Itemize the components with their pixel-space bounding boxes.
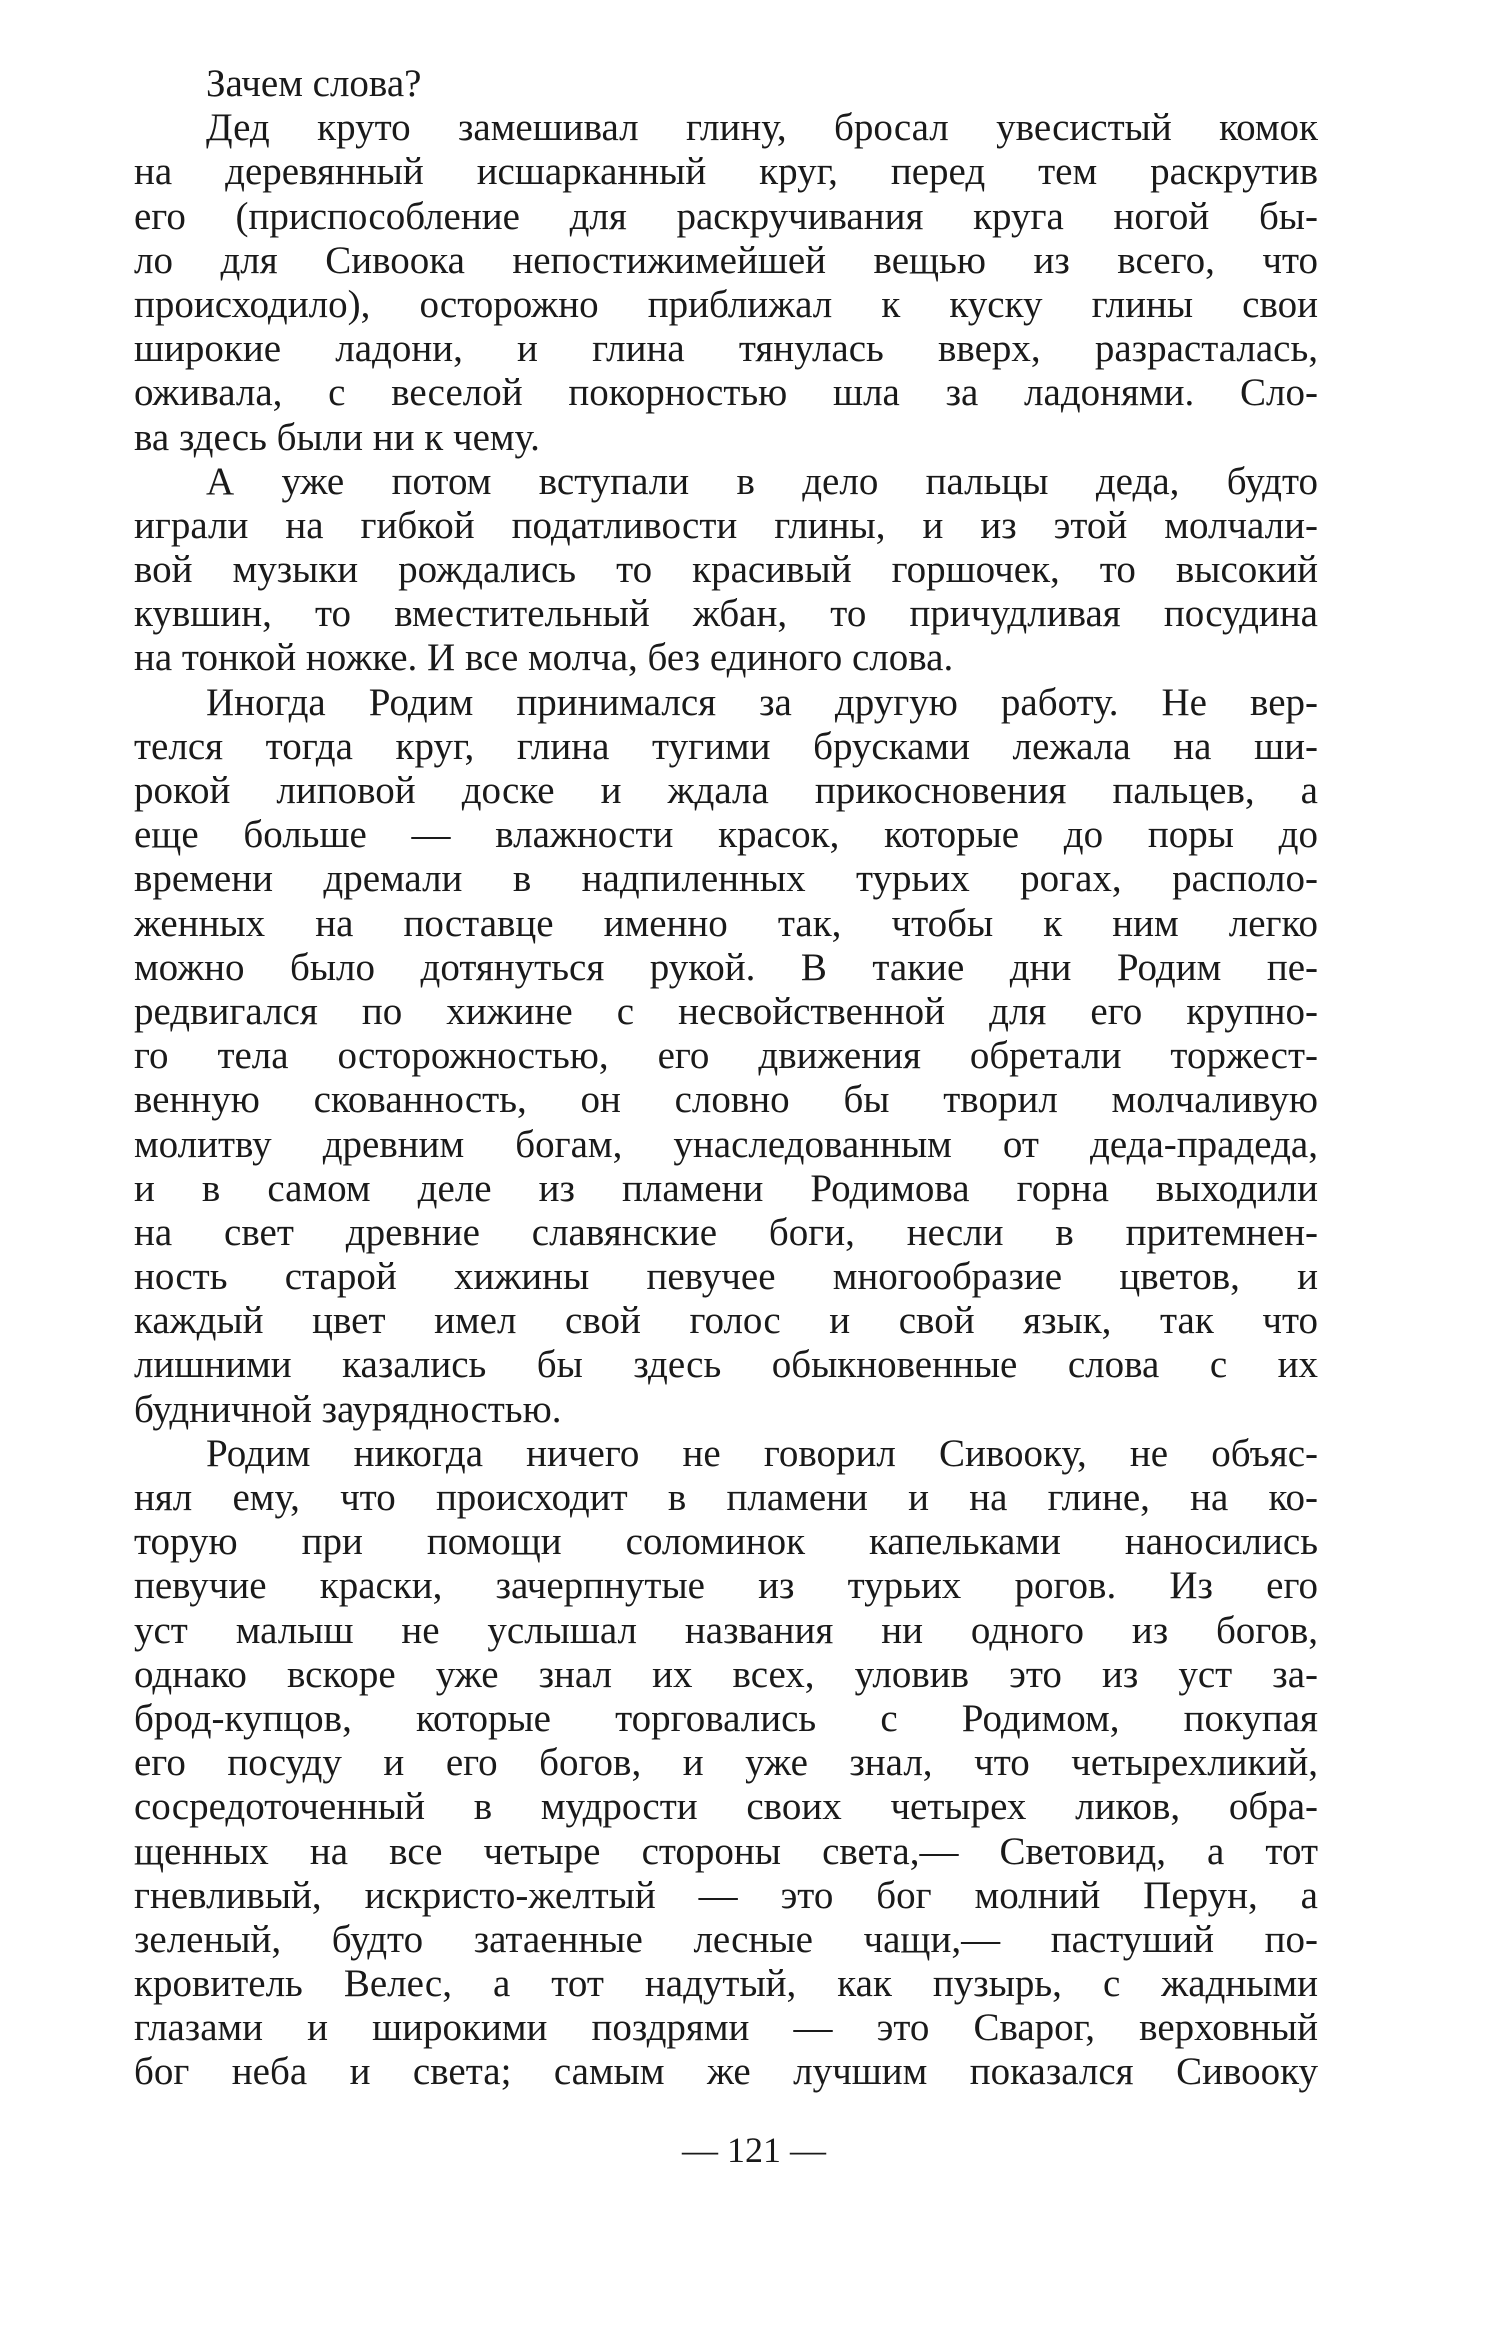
text-line: щенных на все четыре стороны света,— Световид, а тот bbox=[134, 1829, 1318, 1873]
text-line: Родим никогда ничего не говорил Сивооку, не объяс- bbox=[206, 1431, 1318, 1475]
text-line: кувшин, то вместительный жбан, то причудливая посудина bbox=[134, 592, 1318, 636]
text-line: ва здесь были ни к чему. bbox=[134, 415, 540, 459]
text-line: ность старой хижины певучее многообразие цветов, и bbox=[134, 1255, 1318, 1299]
text-line: А уже потом вступали в дело пальцы деда, будто bbox=[206, 459, 1318, 503]
text-line: го тела осторожностью, его движения обретали торжест- bbox=[134, 1034, 1318, 1078]
text-line: глазами и широкими поздрями — это Сварог, верховный bbox=[134, 2006, 1318, 2050]
text-line: Зачем слова? bbox=[206, 62, 422, 105]
text-line: молитву древним богам, унаследованным от деда-прадеда, bbox=[134, 1122, 1318, 1166]
text-line: венную скованность, он словно бы творил молчаливую bbox=[134, 1078, 1318, 1122]
text-line: и в самом деле из пламени Родимова горна выходили bbox=[134, 1166, 1318, 1210]
text-line: сосредоточенный в мудрости своих четырех ликов, обра- bbox=[134, 1785, 1318, 1829]
text-line: кровитель Велес, а тот надутый, как пузырь, с жадными bbox=[134, 1962, 1318, 2006]
text-line: на свет древние славянские боги, несли в притемнен- bbox=[134, 1210, 1318, 1254]
text-line: на тонкой ножке. И все молча, без единого слова. bbox=[134, 636, 954, 680]
text-line: уст малыш не услышал названия ни одного из богов, bbox=[134, 1608, 1318, 1652]
text-line: ло для Сивоока непостижимейшей вещью из всего, что bbox=[134, 238, 1318, 282]
text-line: его посуду и его богов, и уже знал, что четырехликий, bbox=[134, 1741, 1318, 1785]
text-line: женных на поставце именно так, чтобы к ним легко bbox=[134, 901, 1318, 945]
text-line: Иногда Родим принимался за другую работу. Не вер- bbox=[206, 680, 1318, 724]
text-line: его (приспособление для раскручивания круга ногой бы- bbox=[134, 194, 1318, 238]
text-line: нял ему, что происходит в пламени и на глине, на ко- bbox=[134, 1476, 1318, 1519]
text-line: происходило), осторожно приближал к куску глины свои bbox=[134, 282, 1318, 326]
text-line: редвигался по хижине с несвойственной для его крупно- bbox=[134, 989, 1318, 1033]
text-line: времени дремали в надпиленных турьих рогах, располо- bbox=[134, 857, 1318, 901]
text-line: можно было дотянуться рукой. В такие дни Родим пе- bbox=[134, 945, 1318, 989]
text-line: широкие ладони, и глина тянулась вверх, разрасталась, bbox=[134, 327, 1318, 371]
text-line: будничной заурядностью. bbox=[134, 1387, 562, 1431]
text-line: на деревянный исшарканный круг, перед тем раскрутив bbox=[134, 150, 1318, 194]
body-text bbox=[134, 62, 1318, 2095]
text-line: каждый цвет имел свой голос и свой язык, так что bbox=[134, 1299, 1318, 1343]
text-line: брод-купцов, которые торговались с Родимом, покупая bbox=[134, 1696, 1318, 1740]
text-line: лишними казались бы здесь обыкновенные слова с их bbox=[134, 1343, 1318, 1387]
text-line: рокой липовой доске и ждала прикосновения пальцев, а bbox=[134, 769, 1318, 812]
text-line: бог неба и света; самым же лучшим показался Сивооку bbox=[134, 2050, 1318, 2094]
text-line: гневливый, искристо-желтый — это бог молний Перун, а bbox=[134, 1873, 1318, 1917]
text-line: оживала, с веселой покорностью шла за ладонями. Сло- bbox=[134, 371, 1318, 415]
text-line: играли на гибкой податливости глины, и из этой молчали- bbox=[134, 503, 1318, 547]
text-line: певучие краски, зачерпнутые из турьих рогов. Из его bbox=[134, 1564, 1318, 1608]
text-line: вой музыки рождались то красивый горшочек, то высокий bbox=[134, 548, 1318, 592]
text-line: Дед круто замешивал глину, бросал увесистый комок bbox=[206, 106, 1318, 150]
text-line: торую при помощи соломинок капельками наносились bbox=[134, 1520, 1318, 1564]
text-line: однако вскоре уже знал их всех, уловив это из уст за- bbox=[134, 1652, 1318, 1696]
page-number: — 121 — bbox=[682, 2130, 826, 2170]
text-line: телся тогда круг, глина тугими брусками лежала на ши- bbox=[134, 724, 1318, 768]
text-line: еще больше — влажности красок, которые до поры до bbox=[134, 813, 1318, 857]
text-line: зеленый, будто затаенные лесные чащи,— пастуший по- bbox=[134, 1917, 1318, 1961]
